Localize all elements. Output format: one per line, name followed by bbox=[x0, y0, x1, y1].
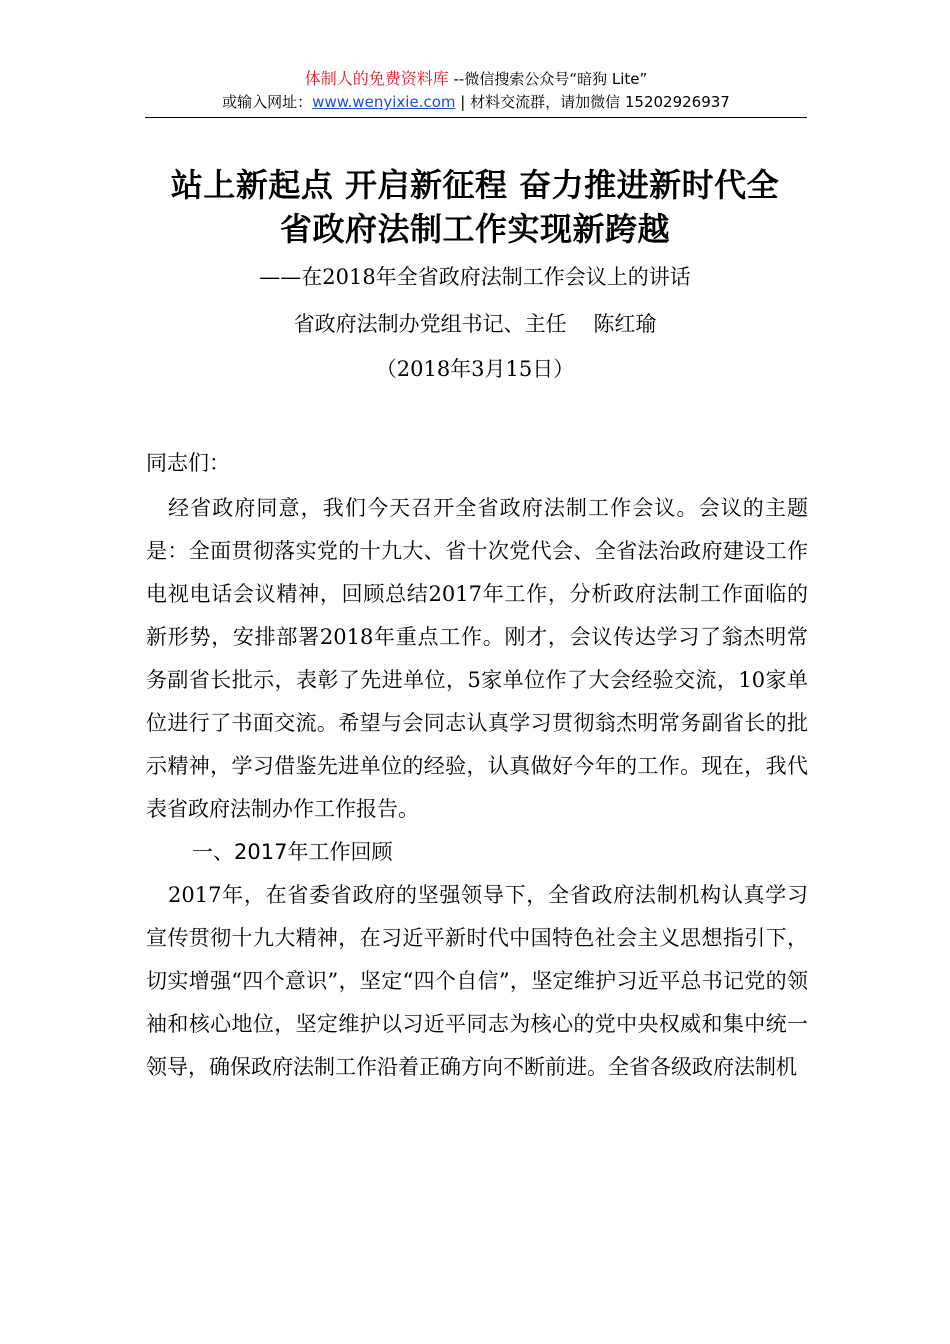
title-line-1: 站上新起点 开启新征程 奋力推进新时代全 bbox=[170, 166, 780, 204]
header-divider bbox=[145, 117, 807, 118]
title-line-2: 省政府法制工作实现新跨越 bbox=[279, 210, 670, 248]
brand-text: 体制人的免费资料库 bbox=[304, 69, 449, 88]
document-author: 省政府法制办党组书记、主任 陈红瑜 bbox=[293, 312, 657, 336]
document-date: （2018年3月15日） bbox=[375, 357, 575, 381]
website-link[interactable]: www.wenyixie.com bbox=[312, 93, 456, 111]
greeting: 同志们： bbox=[146, 451, 230, 475]
header-line-2 bbox=[145, 91, 807, 113]
document-body bbox=[146, 442, 808, 1089]
contact-text: | 材料交流群，请加微信 15202926937 bbox=[455, 93, 730, 111]
paragraph: 2017年，在省委省政府的坚强领导下，全省政府法制机构认真学习宣传贯彻十九大精神，在习近平新时代中国特色社会主义思想指引下，切实增强“四个意识”，坚定“四个自信”，坚定维护习近平总书记党的领袖和核心地位，坚定维护以习近平同志为核心的党中央权威和集中统一领导，确保政府法制工作沿着正确方向不断前进。全省各级政府法制机 bbox=[146, 883, 808, 1079]
url-prefix: 或输入网址： bbox=[222, 93, 313, 111]
header-line-1 bbox=[145, 68, 807, 90]
paragraph: 经省政府同意，我们今天召开全省政府法制工作会议。会议的主题是：全面贯彻落实党的十九大、省十次党代会、全省法治政府建设工作电视电话会议精神，回顾总结2017年工作，分析政府法制工作面临的新形势，安排部署2018年重点工作。刚才，会议传达学习了翁杰明常务副省长批示，表彰了先进单位，5家单位作了大会经验交流，10家单位进行了书面交流。希望与会同志认真学习贯彻翁杰明常务副省长的批示精神，学习借鉴先进单位的经验，认真做好今年的工作。现在，我代表省政府法制办作工作报告。 bbox=[146, 496, 808, 821]
page-header bbox=[145, 68, 807, 113]
document-subtitle: ——在2018年全省政府法制工作会议上的讲话 bbox=[259, 265, 691, 289]
document-title bbox=[130, 163, 820, 251]
section-heading: 一、2017年工作回顾 bbox=[192, 840, 393, 864]
wechat-text: --微信搜索公众号“暗狗 Lite” bbox=[448, 70, 648, 88]
